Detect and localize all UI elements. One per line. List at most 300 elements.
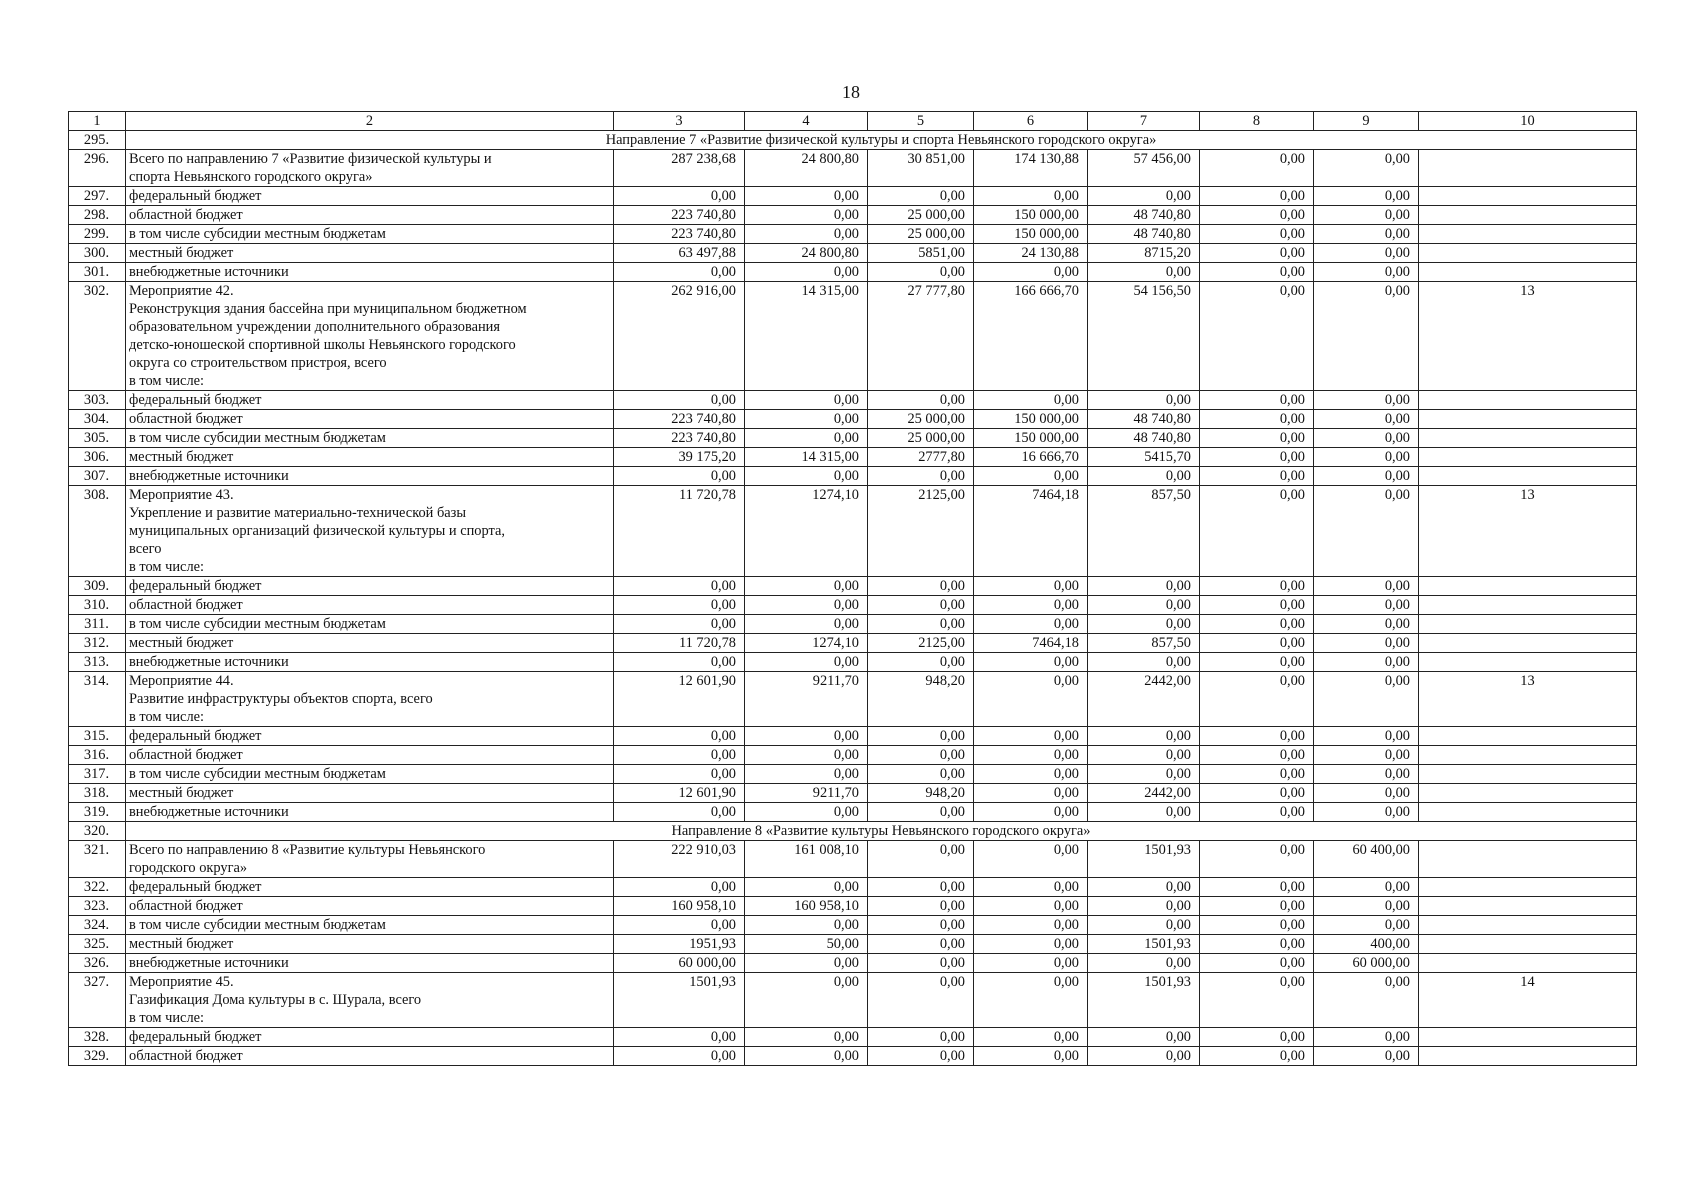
amount-cell-col-6: 150 000,00: [974, 429, 1088, 448]
amount-cell-col-9: 0,00: [1314, 1047, 1419, 1066]
amount-cell-col-8: 0,00: [1200, 150, 1314, 187]
amount-cell-col-4: 0,00: [745, 973, 868, 1028]
description-line: внебюджетные источники: [129, 264, 289, 280]
row-number: 308.: [69, 486, 126, 577]
amount-cell-col-6: 0,00: [974, 973, 1088, 1028]
description-line: областной бюджет: [129, 597, 243, 613]
amount-cell-col-9: 0,00: [1314, 634, 1419, 653]
row-description: [126, 878, 614, 897]
row-number: 324.: [69, 916, 126, 935]
amount-cell-col-7: 0,00: [1088, 897, 1200, 916]
amount-cell-col-8: 0,00: [1200, 448, 1314, 467]
target-indicator-ref: [1419, 1028, 1637, 1047]
amount-cell-col-4: 0,00: [745, 263, 868, 282]
description-line: федеральный бюджет: [129, 879, 262, 895]
amount-cell-col-9: 0,00: [1314, 448, 1419, 467]
row-description: [126, 596, 614, 615]
amount-cell-col-6: 150 000,00: [974, 410, 1088, 429]
target-indicator-ref: [1419, 634, 1637, 653]
target-indicator-ref: [1419, 410, 1637, 429]
amount-cell-col-7: 1501,93: [1088, 841, 1200, 878]
amount-cell-col-6: 7464,18: [974, 486, 1088, 577]
amount-cell-col-3: 262 916,00: [614, 282, 745, 391]
amount-cell-col-7: 5415,70: [1088, 448, 1200, 467]
amount-cell-col-3: 11 720,78: [614, 634, 745, 653]
table-row: [69, 391, 1637, 410]
amount-cell-col-8: 0,00: [1200, 244, 1314, 263]
amount-cell-col-7: 0,00: [1088, 596, 1200, 615]
row-number: 325.: [69, 935, 126, 954]
target-indicator-ref: [1419, 391, 1637, 410]
amount-cell-col-3: 0,00: [614, 727, 745, 746]
row-number: 305.: [69, 429, 126, 448]
amount-cell-col-9: 0,00: [1314, 282, 1419, 391]
amount-cell-col-3: 12 601,90: [614, 784, 745, 803]
amount-cell-col-7: 0,00: [1088, 391, 1200, 410]
budget-table: [68, 111, 1637, 1066]
table-row: [69, 187, 1637, 206]
amount-cell-col-6: 0,00: [974, 391, 1088, 410]
amount-cell-col-3: 0,00: [614, 653, 745, 672]
amount-cell-col-7: 0,00: [1088, 653, 1200, 672]
amount-cell-col-8: 0,00: [1200, 653, 1314, 672]
amount-cell-col-8: 0,00: [1200, 672, 1314, 727]
table-row: [69, 1028, 1637, 1047]
row-number: 299.: [69, 225, 126, 244]
amount-cell-col-6: 0,00: [974, 803, 1088, 822]
row-number: 307.: [69, 467, 126, 486]
row-description: [126, 1028, 614, 1047]
table-row: [69, 467, 1637, 486]
row-description: [126, 263, 614, 282]
amount-cell-col-6: 24 130,88: [974, 244, 1088, 263]
description-line: внебюджетные источники: [129, 468, 289, 484]
amount-cell-col-6: 0,00: [974, 746, 1088, 765]
target-indicator-ref: 13: [1419, 672, 1637, 727]
row-number: 298.: [69, 206, 126, 225]
target-indicator-ref: [1419, 448, 1637, 467]
amount-cell-col-9: 0,00: [1314, 746, 1419, 765]
table-row: [69, 653, 1637, 672]
amount-cell-col-8: 0,00: [1200, 282, 1314, 391]
amount-cell-col-3: 0,00: [614, 596, 745, 615]
amount-cell-col-8: 0,00: [1200, 577, 1314, 596]
description-line: областной бюджет: [129, 1048, 243, 1064]
amount-cell-col-5: 0,00: [868, 765, 974, 784]
amount-cell-col-6: 0,00: [974, 1028, 1088, 1047]
amount-cell-col-5: 0,00: [868, 577, 974, 596]
row-description: [126, 225, 614, 244]
budget-table-sheet: [68, 111, 1636, 1066]
amount-cell-col-4: 0,00: [745, 1047, 868, 1066]
amount-cell-col-8: 0,00: [1200, 596, 1314, 615]
row-number: 318.: [69, 784, 126, 803]
row-description: [126, 746, 614, 765]
amount-cell-col-5: 0,00: [868, 391, 974, 410]
row-number: 301.: [69, 263, 126, 282]
row-number: 295.: [69, 131, 126, 150]
amount-cell-col-8: 0,00: [1200, 841, 1314, 878]
amount-cell-col-4: 0,00: [745, 653, 868, 672]
amount-cell-col-7: 0,00: [1088, 1028, 1200, 1047]
amount-cell-col-8: 0,00: [1200, 1028, 1314, 1047]
amount-cell-col-3: 223 740,80: [614, 206, 745, 225]
target-indicator-ref: [1419, 1047, 1637, 1066]
target-indicator-ref: [1419, 916, 1637, 935]
target-indicator-ref: 14: [1419, 973, 1637, 1028]
amount-cell-col-7: 2442,00: [1088, 672, 1200, 727]
target-indicator-ref: [1419, 746, 1637, 765]
amount-cell-col-3: 0,00: [614, 467, 745, 486]
target-indicator-ref: [1419, 244, 1637, 263]
amount-cell-col-5: 2125,00: [868, 634, 974, 653]
row-description: [126, 727, 614, 746]
target-indicator-ref: [1419, 577, 1637, 596]
table-row: [69, 878, 1637, 897]
row-description: [126, 973, 614, 1028]
target-indicator-ref: [1419, 596, 1637, 615]
row-description: [126, 448, 614, 467]
amount-cell-col-7: 2442,00: [1088, 784, 1200, 803]
amount-cell-col-9: 0,00: [1314, 727, 1419, 746]
amount-cell-col-7: 54 156,50: [1088, 282, 1200, 391]
target-indicator-ref: [1419, 765, 1637, 784]
amount-cell-col-6: 0,00: [974, 784, 1088, 803]
description-line: Укрепление и развитие материально-технической базы: [129, 505, 467, 521]
description-line: всего: [129, 541, 162, 557]
row-description: [126, 954, 614, 973]
amount-cell-col-4: 50,00: [745, 935, 868, 954]
table-row: [69, 1047, 1637, 1066]
amount-cell-col-6: 150 000,00: [974, 225, 1088, 244]
amount-cell-col-6: 0,00: [974, 1047, 1088, 1066]
amount-cell-col-4: 0,00: [745, 803, 868, 822]
table-row: [69, 935, 1637, 954]
row-description: [126, 672, 614, 727]
amount-cell-col-4: 0,00: [745, 615, 868, 634]
amount-cell-col-7: 0,00: [1088, 467, 1200, 486]
description-line: образовательном учреждении дополнительного образования: [129, 319, 501, 335]
amount-cell-col-4: 0,00: [745, 410, 868, 429]
row-number: 328.: [69, 1028, 126, 1047]
amount-cell-col-3: 0,00: [614, 263, 745, 282]
row-number: 313.: [69, 653, 126, 672]
amount-cell-col-4: 0,00: [745, 429, 868, 448]
description-line: муниципальных организаций физической культуры и спорта,: [129, 523, 505, 539]
amount-cell-col-4: 0,00: [745, 727, 868, 746]
amount-cell-col-5: 25 000,00: [868, 225, 974, 244]
target-indicator-ref: [1419, 263, 1637, 282]
amount-cell-col-9: 0,00: [1314, 615, 1419, 634]
amount-cell-col-3: 12 601,90: [614, 672, 745, 727]
amount-cell-col-8: 0,00: [1200, 1047, 1314, 1066]
amount-cell-col-9: 0,00: [1314, 486, 1419, 577]
table-row: [69, 746, 1637, 765]
amount-cell-col-9: 0,00: [1314, 596, 1419, 615]
amount-cell-col-7: 48 740,80: [1088, 410, 1200, 429]
target-indicator-ref: [1419, 467, 1637, 486]
amount-cell-col-5: 2777,80: [868, 448, 974, 467]
description-line: местный бюджет: [129, 245, 234, 261]
target-indicator-ref: [1419, 803, 1637, 822]
amount-cell-col-3: 222 910,03: [614, 841, 745, 878]
amount-cell-col-9: 0,00: [1314, 878, 1419, 897]
table-row: [69, 448, 1637, 467]
amount-cell-col-7: 48 740,80: [1088, 225, 1200, 244]
column-header: 10: [1419, 112, 1637, 131]
description-line: округа со строительством пристроя, всего: [129, 355, 387, 371]
amount-cell-col-4: 24 800,80: [745, 244, 868, 263]
amount-cell-col-3: 0,00: [614, 765, 745, 784]
amount-cell-col-3: 1501,93: [614, 973, 745, 1028]
description-line: Мероприятие 44.: [129, 673, 234, 689]
row-number: 300.: [69, 244, 126, 263]
amount-cell-col-8: 0,00: [1200, 486, 1314, 577]
amount-cell-col-7: 0,00: [1088, 878, 1200, 897]
amount-cell-col-5: 0,00: [868, 1028, 974, 1047]
target-indicator-ref: [1419, 206, 1637, 225]
row-description: [126, 1047, 614, 1066]
amount-cell-col-5: 0,00: [868, 746, 974, 765]
amount-cell-col-3: 0,00: [614, 916, 745, 935]
amount-cell-col-9: 0,00: [1314, 803, 1419, 822]
row-number: 316.: [69, 746, 126, 765]
amount-cell-col-3: 0,00: [614, 577, 745, 596]
row-description: [126, 784, 614, 803]
amount-cell-col-4: 0,00: [745, 577, 868, 596]
amount-cell-col-6: 0,00: [974, 878, 1088, 897]
amount-cell-col-8: 0,00: [1200, 973, 1314, 1028]
description-line: в том числе:: [129, 1010, 205, 1026]
description-line: Всего по направлению 7 «Развитие физической культуры и: [129, 151, 492, 167]
amount-cell-col-3: 0,00: [614, 1028, 745, 1047]
description-line: Газификация Дома культуры в с. Шурала, всего: [129, 992, 422, 1008]
column-header: 2: [126, 112, 614, 131]
amount-cell-col-5: 0,00: [868, 973, 974, 1028]
amount-cell-col-4: 9211,70: [745, 672, 868, 727]
amount-cell-col-4: 0,00: [745, 391, 868, 410]
amount-cell-col-6: 0,00: [974, 187, 1088, 206]
amount-cell-col-4: 0,00: [745, 225, 868, 244]
amount-cell-col-6: 0,00: [974, 727, 1088, 746]
amount-cell-col-7: 0,00: [1088, 916, 1200, 935]
amount-cell-col-6: 0,00: [974, 954, 1088, 973]
section-title: Направление 8 «Развитие культуры Невьянского городского округа»: [126, 822, 1637, 841]
row-number: 314.: [69, 672, 126, 727]
amount-cell-col-9: 0,00: [1314, 653, 1419, 672]
amount-cell-col-7: 1501,93: [1088, 935, 1200, 954]
amount-cell-col-8: 0,00: [1200, 954, 1314, 973]
amount-cell-col-7: 0,00: [1088, 954, 1200, 973]
amount-cell-col-4: 0,00: [745, 765, 868, 784]
target-indicator-ref: [1419, 935, 1637, 954]
amount-cell-col-4: 0,00: [745, 596, 868, 615]
amount-cell-col-5: 2125,00: [868, 486, 974, 577]
amount-cell-col-5: 5851,00: [868, 244, 974, 263]
amount-cell-col-3: 0,00: [614, 187, 745, 206]
description-line: местный бюджет: [129, 936, 234, 952]
amount-cell-col-4: 0,00: [745, 1028, 868, 1047]
amount-cell-col-8: 0,00: [1200, 263, 1314, 282]
amount-cell-col-8: 0,00: [1200, 784, 1314, 803]
amount-cell-col-3: 0,00: [614, 391, 745, 410]
row-number: 303.: [69, 391, 126, 410]
amount-cell-col-3: 0,00: [614, 803, 745, 822]
amount-cell-col-8: 0,00: [1200, 746, 1314, 765]
amount-cell-col-5: 0,00: [868, 187, 974, 206]
description-line: Развитие инфраструктуры объектов спорта, всего: [129, 691, 433, 707]
amount-cell-col-7: 8715,20: [1088, 244, 1200, 263]
row-number: 310.: [69, 596, 126, 615]
row-description: [126, 841, 614, 878]
description-line: Всего по направлению 8 «Развитие культуры Невьянского: [129, 842, 486, 858]
table-row: [69, 897, 1637, 916]
amount-cell-col-5: 25 000,00: [868, 429, 974, 448]
row-number: 322.: [69, 878, 126, 897]
table-row: [69, 727, 1637, 746]
table-row: [69, 634, 1637, 653]
amount-cell-col-7: 0,00: [1088, 1047, 1200, 1066]
amount-cell-col-9: 0,00: [1314, 784, 1419, 803]
amount-cell-col-5: 0,00: [868, 467, 974, 486]
amount-cell-col-4: 0,00: [745, 187, 868, 206]
section-heading-row: [69, 131, 1637, 150]
row-description: [126, 897, 614, 916]
amount-cell-col-8: 0,00: [1200, 727, 1314, 746]
column-header: 8: [1200, 112, 1314, 131]
amount-cell-col-6: 0,00: [974, 897, 1088, 916]
amount-cell-col-9: 0,00: [1314, 150, 1419, 187]
row-number: 321.: [69, 841, 126, 878]
table-row: [69, 765, 1637, 784]
amount-cell-col-9: 0,00: [1314, 916, 1419, 935]
amount-cell-col-6: 0,00: [974, 467, 1088, 486]
amount-cell-col-4: 0,00: [745, 916, 868, 935]
amount-cell-col-3: 1951,93: [614, 935, 745, 954]
table-row: [69, 841, 1637, 878]
description-line: областной бюджет: [129, 207, 243, 223]
amount-cell-col-8: 0,00: [1200, 878, 1314, 897]
table-row: [69, 244, 1637, 263]
target-indicator-ref: [1419, 150, 1637, 187]
description-line: Мероприятие 43.: [129, 487, 234, 503]
description-line: в том числе:: [129, 709, 205, 725]
amount-cell-col-9: 0,00: [1314, 225, 1419, 244]
row-number: 323.: [69, 897, 126, 916]
amount-cell-col-5: 0,00: [868, 841, 974, 878]
description-line: в том числе субсидии местным бюджетам: [129, 917, 386, 933]
row-description: [126, 206, 614, 225]
amount-cell-col-6: 0,00: [974, 916, 1088, 935]
description-line: в том числе субсидии местным бюджетам: [129, 430, 386, 446]
amount-cell-col-4: 1274,10: [745, 634, 868, 653]
amount-cell-col-9: 0,00: [1314, 410, 1419, 429]
target-indicator-ref: [1419, 429, 1637, 448]
amount-cell-col-3: 63 497,88: [614, 244, 745, 263]
amount-cell-col-9: 0,00: [1314, 1028, 1419, 1047]
amount-cell-col-4: 14 315,00: [745, 448, 868, 467]
table-row: [69, 803, 1637, 822]
amount-cell-col-7: 0,00: [1088, 746, 1200, 765]
table-row: [69, 596, 1637, 615]
description-line: местный бюджет: [129, 449, 234, 465]
amount-cell-col-8: 0,00: [1200, 467, 1314, 486]
amount-cell-col-9: 0,00: [1314, 672, 1419, 727]
target-indicator-ref: [1419, 187, 1637, 206]
description-line: областной бюджет: [129, 411, 243, 427]
table-row: [69, 282, 1637, 391]
row-number: 315.: [69, 727, 126, 746]
amount-cell-col-7: 0,00: [1088, 803, 1200, 822]
table-row: [69, 225, 1637, 244]
table-row: [69, 954, 1637, 973]
description-line: федеральный бюджет: [129, 578, 262, 594]
row-description: [126, 653, 614, 672]
amount-cell-col-8: 0,00: [1200, 634, 1314, 653]
amount-cell-col-5: 948,20: [868, 784, 974, 803]
column-header: 1: [69, 112, 126, 131]
amount-cell-col-3: 60 000,00: [614, 954, 745, 973]
row-number: 296.: [69, 150, 126, 187]
amount-cell-col-3: 0,00: [614, 878, 745, 897]
amount-cell-col-5: 0,00: [868, 263, 974, 282]
amount-cell-col-5: 0,00: [868, 803, 974, 822]
description-line: Мероприятие 42.: [129, 283, 234, 299]
description-line: городского округа»: [129, 860, 248, 876]
row-description: [126, 187, 614, 206]
target-indicator-ref: [1419, 727, 1637, 746]
amount-cell-col-6: 0,00: [974, 841, 1088, 878]
row-description: [126, 916, 614, 935]
amount-cell-col-7: 57 456,00: [1088, 150, 1200, 187]
row-number: 302.: [69, 282, 126, 391]
description-line: Мероприятие 45.: [129, 974, 234, 990]
amount-cell-col-9: 0,00: [1314, 187, 1419, 206]
row-description: [126, 467, 614, 486]
description-line: местный бюджет: [129, 635, 234, 651]
target-indicator-ref: [1419, 784, 1637, 803]
amount-cell-col-6: 150 000,00: [974, 206, 1088, 225]
amount-cell-col-7: 0,00: [1088, 263, 1200, 282]
amount-cell-col-3: 39 175,20: [614, 448, 745, 467]
table-row: [69, 672, 1637, 727]
column-header: 4: [745, 112, 868, 131]
page-number: 18: [842, 82, 860, 102]
amount-cell-col-6: 0,00: [974, 615, 1088, 634]
table-row: [69, 784, 1637, 803]
amount-cell-col-5: 0,00: [868, 935, 974, 954]
amount-cell-col-8: 0,00: [1200, 206, 1314, 225]
amount-cell-col-3: 223 740,80: [614, 429, 745, 448]
amount-cell-col-3: 0,00: [614, 615, 745, 634]
row-description: [126, 577, 614, 596]
row-number: 317.: [69, 765, 126, 784]
amount-cell-col-9: 0,00: [1314, 577, 1419, 596]
amount-cell-col-8: 0,00: [1200, 391, 1314, 410]
table-row: [69, 429, 1637, 448]
amount-cell-col-6: 0,00: [974, 935, 1088, 954]
amount-cell-col-5: 0,00: [868, 1047, 974, 1066]
amount-cell-col-9: 0,00: [1314, 263, 1419, 282]
amount-cell-col-5: 0,00: [868, 596, 974, 615]
row-description: [126, 615, 614, 634]
amount-cell-col-8: 0,00: [1200, 225, 1314, 244]
row-number: 297.: [69, 187, 126, 206]
amount-cell-col-4: 160 958,10: [745, 897, 868, 916]
amount-cell-col-3: 223 740,80: [614, 225, 745, 244]
row-number: 326.: [69, 954, 126, 973]
amount-cell-col-8: 0,00: [1200, 410, 1314, 429]
